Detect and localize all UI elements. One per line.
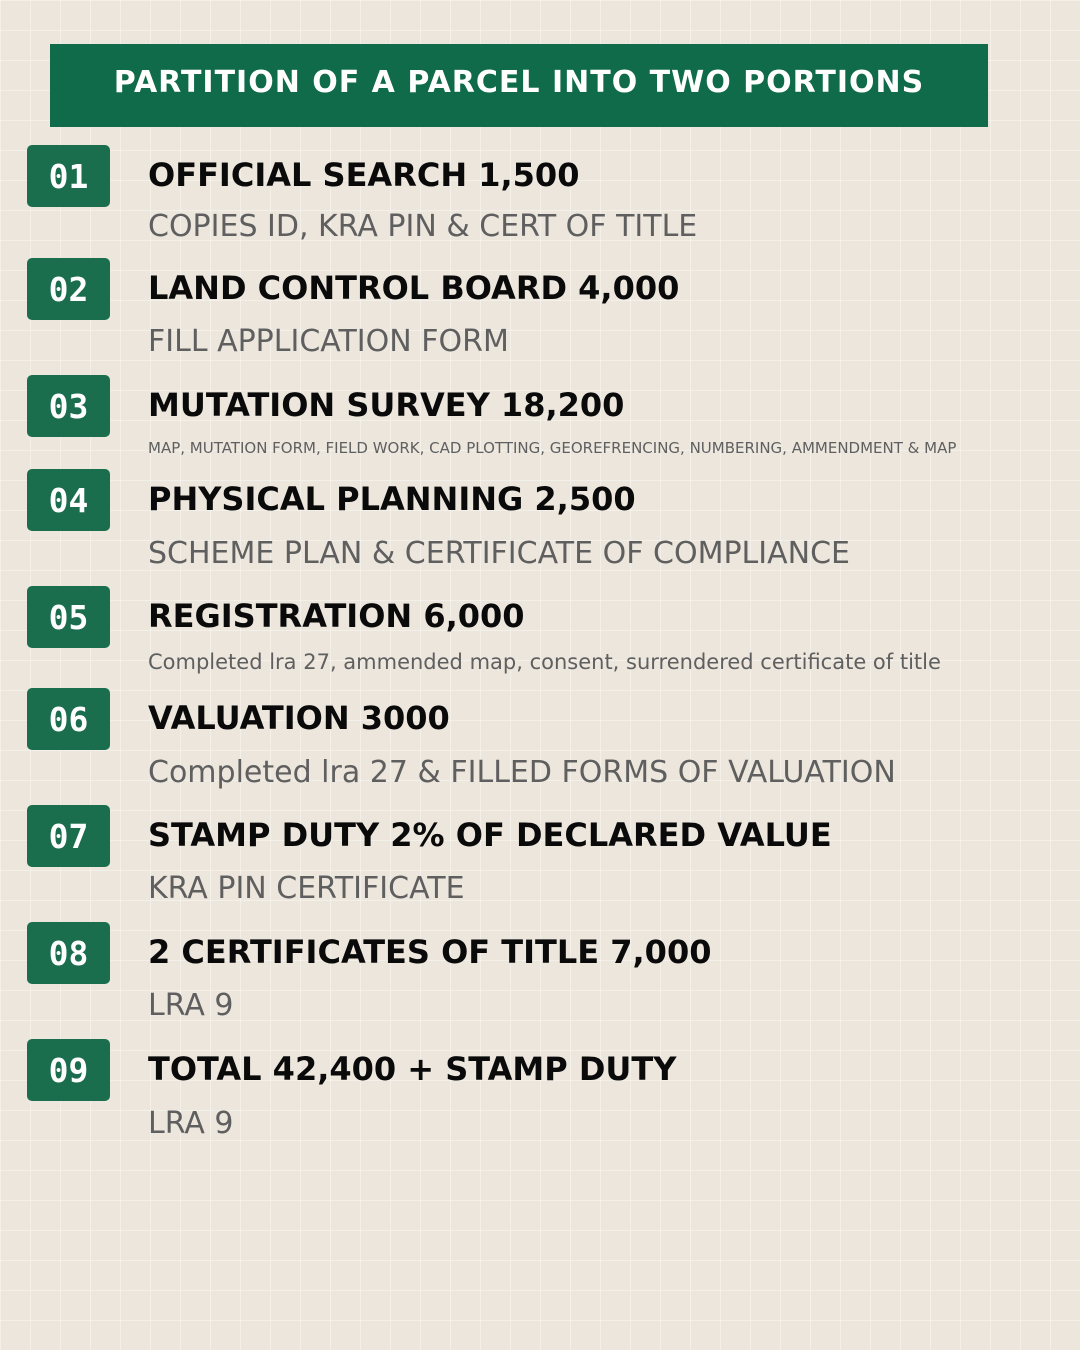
step-number-badge [27, 469, 110, 531]
step-number-badge [27, 375, 110, 437]
step-subtitle: COPIES ID, KRA PIN & CERT OF TITLE [148, 209, 698, 244]
step-subtitle: KRA PIN CERTIFICATE [148, 871, 465, 906]
step-number: 09 [48, 1050, 89, 1090]
step-number-badge [27, 145, 110, 207]
step-subtitle: SCHEME PLAN & CERTIFICATE OF COMPLIANCE [148, 536, 850, 571]
step-title: TOTAL 42,400 + STAMP DUTY [148, 1050, 677, 1088]
step-title: PHYSICAL PLANNING 2,500 [148, 480, 636, 518]
step-subtitle: Completed lra 27, ammended map, consent, surrendered certificate of title [148, 650, 941, 674]
step-subtitle: MAP, MUTATION FORM, FIELD WORK, CAD PLOTTING, GEOREFRENCING, NUMBERING, AMMENDMENT & MAP [148, 439, 957, 457]
step-title: VALUATION 3000 [148, 699, 450, 737]
step-title: MUTATION SURVEY 18,200 [148, 386, 625, 424]
step-number: 02 [48, 269, 89, 309]
step-number-badge [27, 805, 110, 867]
step-subtitle: FILL APPLICATION FORM [148, 324, 509, 359]
step-title: REGISTRATION 6,000 [148, 597, 525, 635]
step-number-badge [27, 922, 110, 984]
step-subtitle: LRA 9 [148, 1106, 234, 1141]
step-title: STAMP DUTY 2% OF DECLARED VALUE [148, 816, 832, 854]
step-number: 06 [48, 699, 89, 739]
step-number-badge [27, 586, 110, 648]
step-number: 01 [48, 156, 89, 196]
step-title: OFFICIAL SEARCH 1,500 [148, 156, 580, 194]
step-number: 05 [48, 597, 89, 637]
step-subtitle: LRA 9 [148, 988, 234, 1023]
step-number: 07 [48, 816, 89, 856]
step-number-badge [27, 1039, 110, 1101]
step-number-badge [27, 258, 110, 320]
step-title: LAND CONTROL BOARD 4,000 [148, 269, 680, 307]
step-number: 08 [48, 933, 89, 973]
step-title: 2 CERTIFICATES OF TITLE 7,000 [148, 933, 712, 971]
step-subtitle: Completed lra 27 & FILLED FORMS OF VALUATION [148, 755, 896, 790]
step-number-badge [27, 688, 110, 750]
step-number: 04 [48, 480, 89, 520]
step-number: 03 [48, 386, 89, 426]
title-banner [50, 44, 988, 127]
page-title: PARTITION OF A PARCEL INTO TWO PORTIONS [113, 64, 925, 100]
